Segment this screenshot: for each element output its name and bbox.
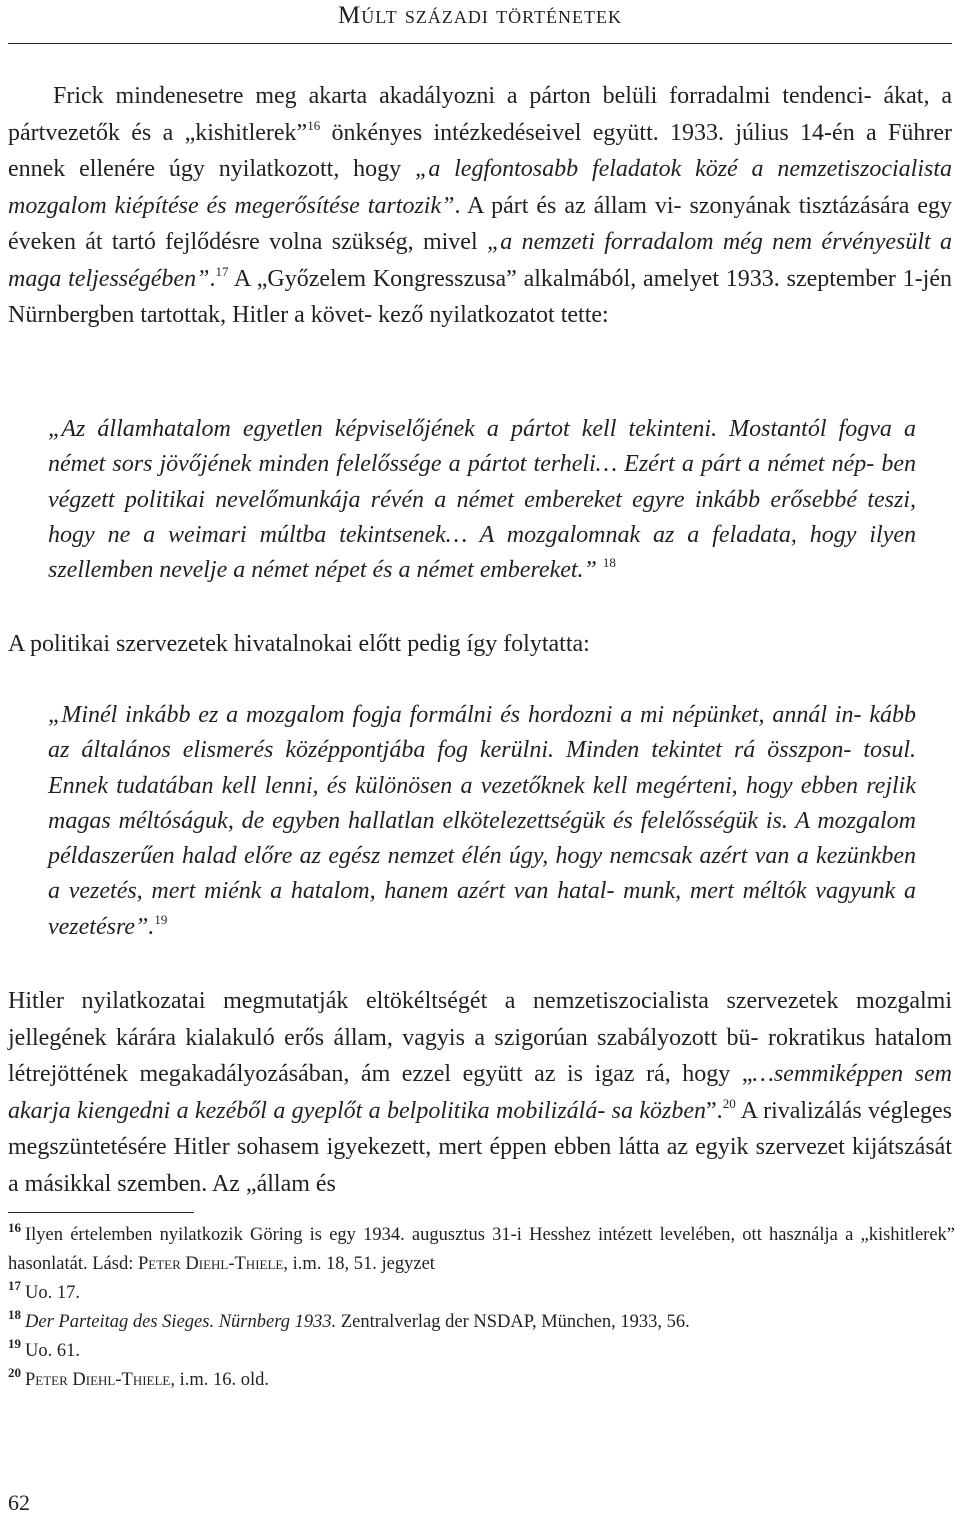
page-number: 62 xyxy=(8,1490,30,1515)
footnote-title: Der Parteitag des Sieges. Nürnberg 1933. xyxy=(25,1311,337,1332)
footnote-16 xyxy=(8,1221,955,1279)
footnote-ref-19[interactable]: 19 xyxy=(154,911,168,927)
p3-text-a: Hitler nyilatkozatai megmutatják eltökéltségét a nemzetiszocialista szervezetek mozgalmi jellegének kárára kialakuló erős állam, vagyis a szigorúan szabályozott bü- rokratikus hatalom létrejöttének megakadályozásában, ám ezzel együtt az is igaz rá, hogy „ xyxy=(8,988,952,1087)
p1-quote-b: „a nemzeti forradalom még nem érvényesült a maga teljességében” xyxy=(8,229,952,292)
p3-text-c: A rivalizálás végleges megszüntetésére Hitler sohasem igyekezett, mert éppen ebben látta az egyik szervezet kijátszását a másikkal szemben. Az „állam és xyxy=(8,1097,952,1197)
footnote-20 xyxy=(8,1366,955,1395)
p1-quote-a: „a legfontosabb feladatok közé a nemzetiszocialista mozgalom kiépítése és megerősítése tartozik” xyxy=(8,156,953,219)
paragraph-3 xyxy=(8,983,952,1202)
running-header-title: Múlt századi történetek xyxy=(338,2,622,29)
footnote-author: Peter Diehl-Thiele xyxy=(137,1254,284,1275)
footnote-19 xyxy=(8,1337,955,1366)
footnote-divider xyxy=(8,1212,194,1213)
footnote-ref-17[interactable]: 17 xyxy=(215,263,229,279)
footnote-text: Uo. 17. xyxy=(25,1282,80,1303)
footnote-text: Uo. 61. xyxy=(25,1341,80,1362)
footnote-ref-18[interactable]: 18 xyxy=(602,555,616,571)
footnote-17 xyxy=(8,1279,955,1308)
footnote-ref-20[interactable]: 20 xyxy=(722,1095,736,1111)
paragraph-2 xyxy=(8,626,952,663)
blockquote-2 xyxy=(48,698,916,945)
footnote-author: Peter Diehl-Thiele xyxy=(25,1370,171,1391)
blockquote-2-text: „Minél inkább ez a mozgalom fogja formálni és hordozni a mi népünket, annál in- kább az általános elismerés középpontjába fog kerülni. Minden tekintet rá összpon- tosul. Ennek tudatában kell lenni, és különösen a vezetőknek kell megérteni, hogy ebben rejlik magas méltóságuk, de egyben hallatlan elkötelezettségük és felelősségük is. A mozgalom példaszerűen halad előre az egész nemzet élén úgy, hogy nemcsak azért van a kezünkben a vezetés, mert miénk a hatalom, hanem azért van hatal- munk, mert méltók vagyunk a vezetésre”. xyxy=(48,702,916,940)
p1-text-c: . A párt és az állam vi- szonyának tisztázására egy éveken át tartó fejlődésre volna szükség, mivel xyxy=(8,192,952,255)
p3-quote: …semmiképpen sem akarja kiengedni a kezéből a gyeplőt a belpolitika mobilizálá- sa közben xyxy=(8,1061,952,1124)
footnote-ref-16[interactable]: 16 xyxy=(307,117,321,133)
footnote-text: Ilyen értelemben nyilatkozik Göring is egy 1934. augusztus 31-i Hesshez intézett levelében, ott használja a „kishitlerek” hasonlatát. Lásd: xyxy=(8,1225,955,1275)
blockquote-1 xyxy=(48,412,916,588)
footnote-text: , i.m. 18, 51. jegyzet xyxy=(283,1254,435,1275)
footnotes xyxy=(8,1221,955,1396)
footnote-18 xyxy=(8,1308,955,1337)
blockquote-1-text: „Az államhatalom egyetlen képviselőjének a pártot kell tekinteni. Mostantól fogva a német sors jövőjének minden felelőssége a pártot terheli… Ezért a párt a német nép- ben végzett politikai nevelőmunkája révén a német embereket egyre inkább erősebbé teszi, hogy ne a weimari múltba tekintsenek… A mozgalomnak az a feladata, hogy ilyen szellemben nevelje a német népet és a német embereket.” xyxy=(48,416,916,584)
footnote-number: 16 xyxy=(8,1220,21,1235)
paragraph-2-text: A politikai szervezetek hivatalnokai előtt pedig így folytatta: xyxy=(8,631,590,657)
p1-text-b: önkényes intézkedéseivel együtt. 1933. július 14-én a Führer ennek ellenére úgy nyilatkozott, hogy xyxy=(8,119,952,182)
footnote-number: 19 xyxy=(8,1336,21,1352)
paragraph-1 xyxy=(8,78,952,334)
p1-text-e: A „Győzelem Kongresszusa” alkalmából, amelyet 1933. szeptember 1-jén Nürnbergben tartottak, Hitler a követ- kező nyilatkozatot tette: xyxy=(8,265,953,328)
footnote-number: 20 xyxy=(8,1365,21,1381)
footnote-text: Zentralverlag der NSDAP, München, 1933, 56. xyxy=(336,1311,690,1332)
p1-text-d: . xyxy=(209,265,216,292)
p3-text-b: ”. xyxy=(706,1097,723,1124)
p1-text-a: Frick mindenesetre meg akarta akadályozni a párton belüli forradalmi tendenci- ákat, a pártvezetők és a „kishitlerek” xyxy=(8,83,952,146)
footnote-text: , i.m. 16. old. xyxy=(170,1370,270,1391)
running-header xyxy=(8,0,952,44)
footnote-number: 18 xyxy=(8,1306,21,1322)
footnote-number: 17 xyxy=(8,1277,21,1293)
